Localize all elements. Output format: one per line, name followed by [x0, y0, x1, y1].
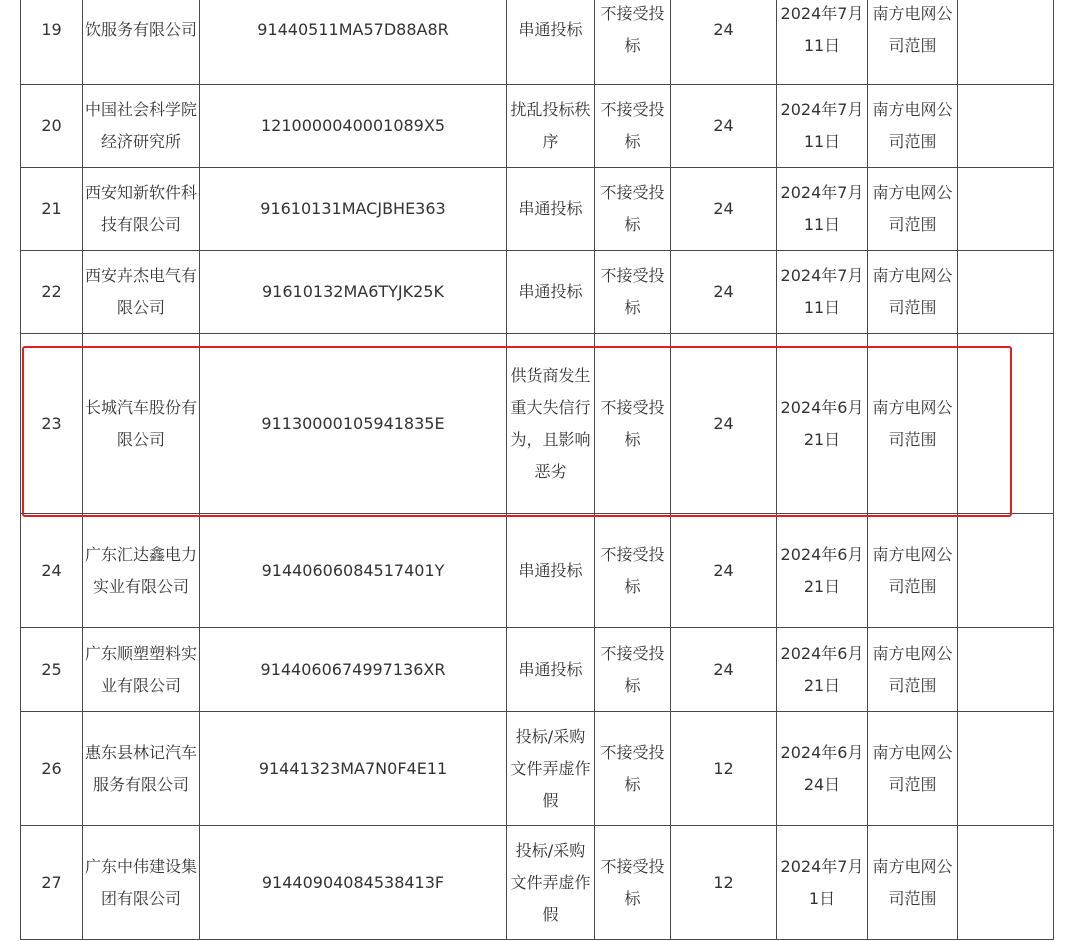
scope: 南方电网公司范围: [872, 397, 953, 449]
scope: 南方电网公司范围: [872, 3, 953, 55]
company-name: 长城汽车股份有限公司: [85, 397, 198, 449]
violation: 扰乱投标秩序: [510, 100, 591, 151]
remark-cell: [958, 334, 1054, 514]
scope-cell: [868, 826, 958, 940]
decision-date: 2024年6月21日: [780, 544, 864, 596]
company-name: 广东中伟建设集团有限公司: [85, 856, 198, 908]
scope-cell: [868, 85, 958, 168]
remark-cell: [958, 712, 1054, 826]
table-body: [21, 0, 1054, 940]
scope-cell: [868, 628, 958, 712]
duration-months-cell: [671, 628, 777, 712]
decision-date: 2024年7月11日: [780, 183, 864, 234]
table-row: [21, 0, 1054, 85]
violation-cell: [507, 514, 595, 628]
duration-months: 12: [713, 872, 734, 892]
penalty: 不接受投标: [600, 544, 665, 596]
penalty-cell: [595, 85, 671, 168]
company-name-cell: [83, 514, 200, 628]
decision-date: 2024年7月11日: [780, 266, 864, 317]
penalty-table: [20, 0, 1054, 940]
penalty: 不接受投标: [600, 742, 665, 794]
row-number: 20: [41, 116, 62, 135]
row-number-cell: [21, 251, 83, 334]
row-number-cell: [21, 628, 83, 712]
penalty: 不接受投标: [600, 3, 665, 55]
credit-code-cell: [200, 0, 507, 85]
table-row: [21, 826, 1054, 940]
credit-code: 9144060674997136XR: [260, 659, 446, 679]
scope: 南方电网公司范围: [872, 856, 953, 908]
penalty: 不接受投标: [600, 100, 665, 151]
company-name-cell: [83, 334, 200, 514]
violation-cell: [507, 826, 595, 940]
company-name: 广东汇达鑫电力实业有限公司: [85, 544, 198, 596]
remark-cell: [958, 251, 1054, 334]
scope: 南方电网公司范围: [872, 266, 953, 317]
scope-cell: [868, 712, 958, 826]
row-number-cell: [21, 168, 83, 251]
decision-date-cell: [777, 251, 868, 334]
credit-code-cell: [200, 85, 507, 168]
row-number-cell: [21, 0, 83, 85]
scope-cell: [868, 251, 958, 334]
decision-date: 2024年6月21日: [780, 643, 864, 695]
violation-cell: [507, 168, 595, 251]
table-row: [21, 334, 1054, 514]
penalty: 不接受投标: [600, 643, 665, 695]
duration-months-cell: [671, 0, 777, 85]
penalty-cell: [595, 628, 671, 712]
row-number-cell: [21, 514, 83, 628]
remark-cell: [958, 514, 1054, 628]
credit-code-cell: [200, 826, 507, 940]
duration-months-cell: [671, 85, 777, 168]
company-name: 西安卉杰电气有限公司: [85, 266, 198, 317]
decision-date: 2024年7月1日: [780, 856, 864, 908]
duration-months: 24: [713, 659, 734, 679]
violation: 串通投标: [518, 560, 583, 580]
company-name: 广东顺塑塑料实业有限公司: [85, 643, 198, 695]
penalty-cell: [595, 826, 671, 940]
row-number-cell: [21, 826, 83, 940]
duration-months: 24: [713, 413, 734, 433]
remark-cell: [958, 826, 1054, 940]
scope: 南方电网公司范围: [872, 183, 953, 234]
scope: 南方电网公司范围: [872, 643, 953, 695]
penalty-cell: [595, 0, 671, 85]
violation: 投标/采购文件弄虚作假: [510, 840, 591, 924]
penalty-cell: [595, 168, 671, 251]
decision-date-cell: [777, 628, 868, 712]
row-number-cell: [21, 712, 83, 826]
credit-code: 91440511MA57D88A8R: [257, 19, 449, 39]
company-name-cell: [83, 85, 200, 168]
decision-date: 2024年6月21日: [780, 397, 864, 449]
table-row: [21, 251, 1054, 334]
decision-date-cell: [777, 334, 868, 514]
credit-code: 91130000105941835E: [261, 413, 445, 433]
scope: 南方电网公司范围: [872, 100, 953, 151]
row-number: 22: [41, 282, 62, 301]
credit-code: 1210000040001089X5: [260, 116, 445, 135]
penalty-table-wrapper: [20, 0, 1053, 940]
credit-code-cell: [200, 168, 507, 251]
penalty: 不接受投标: [600, 266, 665, 317]
violation-cell: [507, 628, 595, 712]
violation: 串通投标: [518, 282, 583, 301]
company-name-cell: [83, 251, 200, 334]
credit-code: 91441323MA7N0F4E11: [258, 758, 448, 778]
violation-cell: [507, 0, 595, 85]
credit-code: 91610131MACJBHE363: [260, 199, 446, 218]
row-number: 23: [41, 413, 62, 433]
penalty-cell: [595, 334, 671, 514]
company-name: 中国社会科学院经济研究所: [85, 100, 198, 151]
duration-months-cell: [671, 712, 777, 826]
credit-code-cell: [200, 514, 507, 628]
violation-cell: [507, 712, 595, 826]
violation: 投标/采购文件弄虚作假: [510, 726, 591, 810]
table-row: [21, 712, 1054, 826]
company-name-cell: [83, 0, 200, 85]
credit-code: 91440606084517401Y: [261, 560, 445, 580]
scope: 南方电网公司范围: [872, 742, 953, 794]
scope-cell: [868, 168, 958, 251]
scope-cell: [868, 514, 958, 628]
row-number: 24: [41, 560, 62, 580]
credit-code-cell: [200, 712, 507, 826]
decision-date-cell: [777, 514, 868, 628]
credit-code: 91610132MA6TYJK25K: [262, 282, 444, 301]
duration-months: 24: [713, 282, 734, 301]
remark-cell: [958, 0, 1054, 85]
penalty: 不接受投标: [600, 397, 665, 449]
duration-months-cell: [671, 514, 777, 628]
decision-date: 2024年7月11日: [780, 100, 864, 151]
violation: 串通投标: [518, 19, 583, 39]
penalty-cell: [595, 712, 671, 826]
scope-cell: [868, 0, 958, 85]
company-name: 西安知新软件科技有限公司: [85, 183, 198, 234]
decision-date-cell: [777, 712, 868, 826]
table-row: [21, 85, 1054, 168]
remark-cell: [958, 168, 1054, 251]
violation: 供货商发生重大失信行为，且影响恶劣: [510, 365, 591, 481]
credit-code-cell: [200, 628, 507, 712]
duration-months-cell: [671, 168, 777, 251]
credit-code-cell: [200, 334, 507, 514]
decision-date-cell: [777, 168, 868, 251]
remark-cell: [958, 628, 1054, 712]
penalty: 不接受投标: [600, 183, 665, 234]
table-row: [21, 514, 1054, 628]
company-name-cell: [83, 712, 200, 826]
decision-date-cell: [777, 85, 868, 168]
duration-months-cell: [671, 826, 777, 940]
remark-cell: [958, 85, 1054, 168]
decision-date: 2024年6月24日: [780, 742, 864, 794]
row-number: 27: [41, 872, 62, 892]
decision-date: 2024年7月11日: [780, 3, 864, 55]
duration-months: 24: [713, 560, 734, 580]
company-name-cell: [83, 628, 200, 712]
table-row: [21, 628, 1054, 712]
row-number: 25: [41, 659, 62, 679]
scope: 南方电网公司范围: [872, 544, 953, 596]
company-name: 饮服务有限公司: [85, 19, 198, 39]
duration-months: 12: [713, 758, 734, 778]
row-number: 19: [41, 19, 62, 39]
duration-months-cell: [671, 334, 777, 514]
violation: 串通投标: [518, 199, 583, 218]
company-name-cell: [83, 168, 200, 251]
scope-cell: [868, 334, 958, 514]
row-number: 26: [41, 758, 62, 778]
decision-date-cell: [777, 0, 868, 85]
duration-months: 24: [713, 199, 734, 218]
violation: 串通投标: [518, 659, 583, 679]
violation-cell: [507, 334, 595, 514]
decision-date-cell: [777, 826, 868, 940]
violation-cell: [507, 251, 595, 334]
penalty-cell: [595, 514, 671, 628]
row-number-cell: [21, 85, 83, 168]
violation-cell: [507, 85, 595, 168]
row-number: 21: [41, 199, 62, 218]
table-row: [21, 168, 1054, 251]
company-name-cell: [83, 826, 200, 940]
duration-months: 24: [713, 116, 734, 135]
penalty-cell: [595, 251, 671, 334]
credit-code: 91440904084538413F: [261, 872, 445, 892]
duration-months: 24: [713, 19, 734, 39]
penalty: 不接受投标: [600, 856, 665, 908]
company-name: 惠东县林记汽车服务有限公司: [85, 742, 198, 794]
row-number-cell: [21, 334, 83, 514]
credit-code-cell: [200, 251, 507, 334]
duration-months-cell: [671, 251, 777, 334]
